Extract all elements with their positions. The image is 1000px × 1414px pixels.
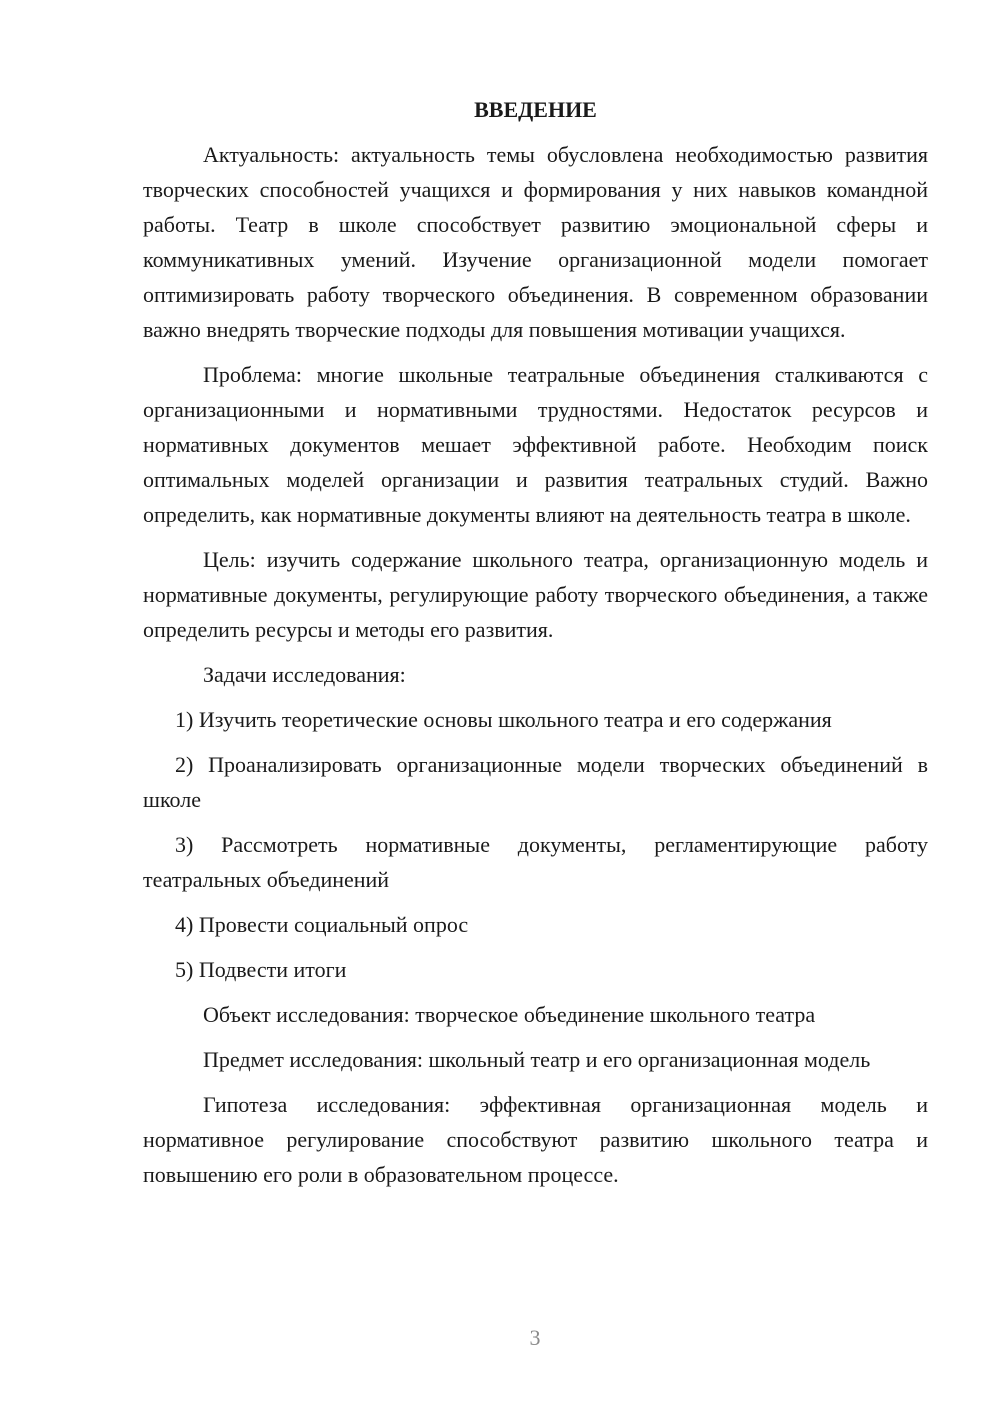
relevance-paragraph: Актуальность: актуальность темы обусловлена необходимостью развития творческих способностей учащихся и формирования у них навыков командной работы. Театр в школе способствует развитию эмоциональной сферы и коммуникативных умений. Изучение организационной модели помогает оптимизировать работу творческого объединения. В современном образовании важно внедрять творческие подходы для повышения мотивации учащихся. [143,142,928,342]
task-item-2: 2) Проанализировать организационные модели творческих объединений в школе [143,752,928,812]
document-body [143,92,928,1202]
subject-paragraph: Предмет исследования: школьный театр и его организационная модель [203,1047,871,1072]
object-paragraph: Объект исследования: творческое объединение школьного театра [203,1002,816,1027]
problem-paragraph: Проблема: многие школьные театральные объединения сталкиваются с организационными и нормативными трудностями. Недостаток ресурсов и нормативных документов мешает эффективной работе. Необходим поиск оптимальных моделей организации и развития театральных студий. Важно определить, как нормативные документы влияют на деятельность театра в школе. [143,362,928,527]
task-item-4: 4) Провести социальный опрос [175,912,469,937]
goal-paragraph: Цель: изучить содержание школьного театра, организационную модель и нормативные документы, регулирующие работу творческого объединения, а также определить ресурсы и методы его развития. [143,547,928,642]
task-item-5: 5) Подвести итоги [175,957,347,982]
tasks-heading: Задачи исследования: [203,662,406,687]
task-item-1: 1) Изучить теоретические основы школьного театра и его содержания [175,707,832,732]
page-number: 3 [529,1325,541,1350]
task-item-3: 3) Рассмотреть нормативные документы, регламентирующие работу театральных объединений [143,832,928,892]
hypothesis-paragraph: Гипотеза исследования: эффективная организационная модель и нормативное регулирование способствуют развитию школьного театра и повышению его роли в образовательном процессе. [143,1092,928,1187]
page-title: ВВЕДЕНИЕ [474,97,597,122]
